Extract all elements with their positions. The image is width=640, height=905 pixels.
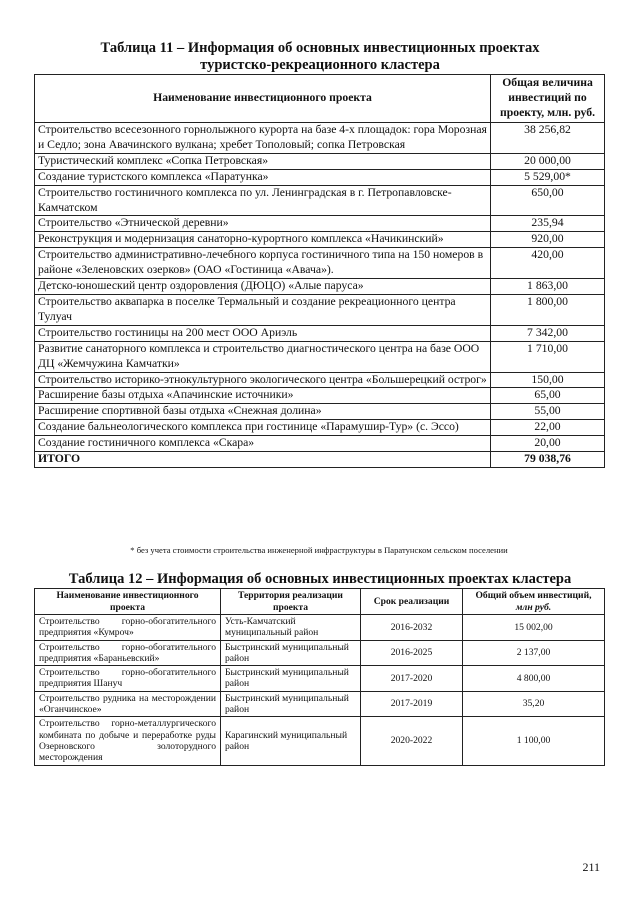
table12-title: Таблица 12 – Информация об основных инвестиционных проектах кластера bbox=[68, 571, 572, 587]
table11-row bbox=[35, 420, 605, 436]
project-name-cell: Строительство рудника на месторождении «Оганчинское» bbox=[35, 691, 221, 717]
investment-value-cell: 20 000,00 bbox=[491, 153, 605, 169]
table11-title-line1: Таблица 11 – Информация об основных инвестиционных проектах bbox=[100, 40, 540, 56]
project-name-cell: Создание гостиничного комплекса «Скара» bbox=[35, 436, 491, 452]
table12-header-volume-unit: млн руб. bbox=[515, 601, 552, 613]
table11-row bbox=[35, 279, 605, 295]
volume-cell: 1 100,00 bbox=[463, 717, 605, 765]
investment-value-cell: 5 529,00* bbox=[491, 169, 605, 185]
project-name-cell: Строительство всесезонного горнолыжного курорта на базе 4-х площадок: гора Морозная и Седло; зона Авачинского вулкана; хребет Тополовый; сопка Петровская bbox=[35, 123, 491, 154]
territory-cell: Быстринский муниципальный район bbox=[221, 691, 361, 717]
table11-row bbox=[35, 294, 605, 325]
table12-body bbox=[35, 615, 605, 766]
period-cell: 2020-2022 bbox=[361, 717, 463, 765]
table11-row bbox=[35, 216, 605, 232]
investment-value-cell: 920,00 bbox=[491, 232, 605, 248]
total-label: ИТОГО bbox=[35, 452, 491, 468]
investment-value-cell: 235,94 bbox=[491, 216, 605, 232]
table12-header-name: Наименование инвестиционного проекта bbox=[35, 589, 221, 615]
table11-row bbox=[35, 185, 605, 216]
total-value: 79 038,76 bbox=[491, 452, 605, 468]
period-cell: 2017-2020 bbox=[361, 666, 463, 692]
investment-value-cell: 1 863,00 bbox=[491, 279, 605, 295]
investment-value-cell: 420,00 bbox=[491, 248, 605, 279]
project-name-cell: Создание бальнеологического комплекса при гостинице «Парамушир-Тур» (с. Эссо) bbox=[35, 420, 491, 436]
table11-row bbox=[35, 325, 605, 341]
table11-body bbox=[35, 123, 605, 468]
table12-row bbox=[35, 615, 605, 641]
table12 bbox=[34, 588, 605, 766]
project-name-cell: Расширение спортивной базы отдыха «Снежная долина» bbox=[35, 404, 491, 420]
volume-cell: 15 002,00 bbox=[463, 615, 605, 641]
investment-value-cell: 22,00 bbox=[491, 420, 605, 436]
territory-cell: Карагинский муниципальный район bbox=[221, 717, 361, 765]
table11-total-row bbox=[35, 452, 605, 468]
table12-header-volume bbox=[463, 589, 605, 615]
table11-footnote: * без учета стоимости строительства инженерной инфраструктуры в Паратунском сельском поселении bbox=[130, 545, 508, 555]
table11-row bbox=[35, 372, 605, 388]
table12-header-volume-label: Общий объем инвестиций, bbox=[475, 590, 592, 602]
investment-value-cell: 55,00 bbox=[491, 404, 605, 420]
project-name-cell: Туристический комплекс «Сопка Петровская» bbox=[35, 153, 491, 169]
investment-value-cell: 38 256,82 bbox=[491, 123, 605, 154]
page-number: 211 bbox=[582, 860, 600, 874]
table11-row bbox=[35, 169, 605, 185]
table11-row bbox=[35, 404, 605, 420]
table11-row bbox=[35, 341, 605, 372]
period-cell: 2017-2019 bbox=[361, 691, 463, 717]
territory-cell: Усть-Камчатский муниципальный район bbox=[221, 615, 361, 641]
table11-row bbox=[35, 248, 605, 279]
project-name-cell: Строительство гостиничного комплекса по ул. Ленинградская в г. Петропавловске-Камчатском bbox=[35, 185, 491, 216]
table11-row bbox=[35, 388, 605, 404]
table11-header-name: Наименование инвестиционного проекта bbox=[35, 75, 491, 123]
project-name-cell: Строительство аквапарка в поселке Термальный и создание рекреационного центра Тулуач bbox=[35, 294, 491, 325]
project-name-cell: Строительство горно-обогатительного предприятия «Бараньевский» bbox=[35, 640, 221, 666]
project-name-cell: Реконструкция и модернизация санаторно-курортного комплекса «Начикинский» bbox=[35, 232, 491, 248]
table12-row bbox=[35, 666, 605, 692]
project-name-cell: Строительство гостиницы на 200 мест ООО Ариэль bbox=[35, 325, 491, 341]
table11-row bbox=[35, 153, 605, 169]
project-name-cell: Создание туристского комплекса «Паратунка» bbox=[35, 169, 491, 185]
table11-row bbox=[35, 232, 605, 248]
table11-row bbox=[35, 123, 605, 154]
table11-header-value: Общая величина инвестиций по проекту, млн. руб. bbox=[491, 75, 605, 123]
project-name-cell: Расширение базы отдыха «Апачинские источники» bbox=[35, 388, 491, 404]
project-name-cell: Строительство «Этнической деревни» bbox=[35, 216, 491, 232]
project-name-cell: Строительство горно-металлургического комбината по добыче и переработке руды Озерновского золоторудного месторождения bbox=[35, 717, 221, 765]
investment-value-cell: 150,00 bbox=[491, 372, 605, 388]
project-name-cell: Развитие санаторного комплекса и строительство диагностического центра на базе ООО ДЦ «Жемчужина Камчатки» bbox=[35, 341, 491, 372]
project-name-cell: Строительство горно-обогатительного предприятия Шануч bbox=[35, 666, 221, 692]
investment-value-cell: 7 342,00 bbox=[491, 325, 605, 341]
investment-value-cell: 1 800,00 bbox=[491, 294, 605, 325]
territory-cell: Быстринский муниципальный район bbox=[221, 666, 361, 692]
project-name-cell: Строительство административно-лечебного корпуса гостиничного типа на 150 номеров в районе «Зеленовских озерков» (ОАО «Гостиница «Авача»). bbox=[35, 248, 491, 279]
territory-cell: Быстринский муниципальный район bbox=[221, 640, 361, 666]
investment-value-cell: 650,00 bbox=[491, 185, 605, 216]
table12-row bbox=[35, 717, 605, 765]
investment-value-cell: 1 710,00 bbox=[491, 341, 605, 372]
project-name-cell: Детско-юношеский центр оздоровления (ДЮЦО) «Алые паруса» bbox=[35, 279, 491, 295]
table11 bbox=[34, 74, 605, 468]
volume-cell: 4 800,00 bbox=[463, 666, 605, 692]
table11-title-line2: туристско-рекреационного кластера bbox=[200, 57, 440, 73]
period-cell: 2016-2025 bbox=[361, 640, 463, 666]
table12-header-period: Срок реализации bbox=[361, 589, 463, 615]
table11-title bbox=[30, 40, 610, 74]
period-cell: 2016-2032 bbox=[361, 615, 463, 641]
volume-cell: 35,20 bbox=[463, 691, 605, 717]
volume-cell: 2 137,00 bbox=[463, 640, 605, 666]
investment-value-cell: 65,00 bbox=[491, 388, 605, 404]
table11-row bbox=[35, 436, 605, 452]
table12-header-territory: Территория реализации проекта bbox=[221, 589, 361, 615]
investment-value-cell: 20,00 bbox=[491, 436, 605, 452]
table12-row bbox=[35, 640, 605, 666]
table12-row bbox=[35, 691, 605, 717]
project-name-cell: Строительство горно-обогатительного предприятия «Кумроч» bbox=[35, 615, 221, 641]
project-name-cell: Строительство историко-этнокультурного экологического центра «Большерецкий острог» bbox=[35, 372, 491, 388]
